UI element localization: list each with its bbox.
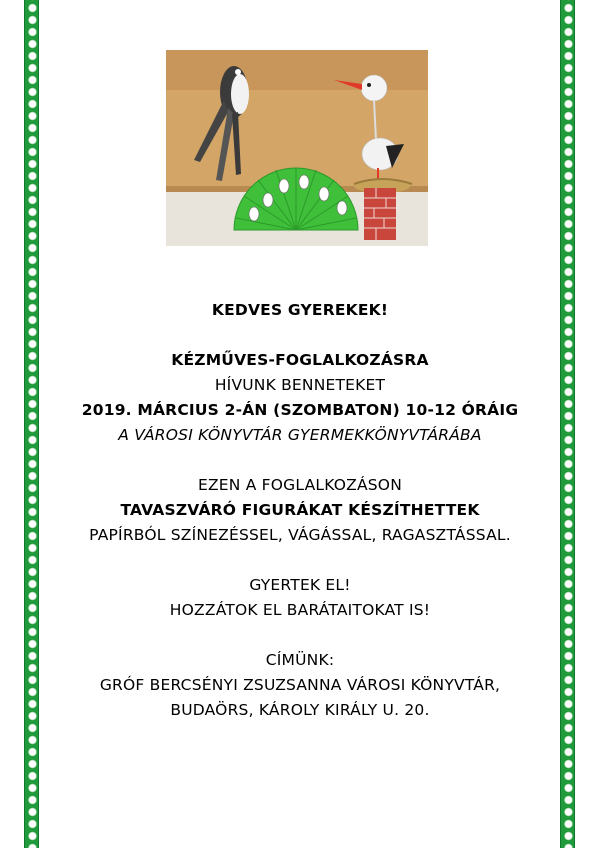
- event-date-time: 2019. MÁRCIUS 2-ÁN (SZOMBATON) 10-12 ÓRÁIG: [81, 401, 519, 419]
- activity-title: TAVASZVÁRÓ FIGURÁKAT KÉSZÍTHETTEK: [120, 501, 480, 519]
- address-street: BUDAÖRS, KÁROLY KIRÁLY U. 20.: [170, 701, 430, 719]
- decorative-border-right: [560, 0, 575, 848]
- address-label: CÍMÜNK:: [265, 651, 335, 669]
- spring-crafts-photo: [166, 50, 428, 246]
- invitation-text: [40, 298, 560, 723]
- activity-intro: EZEN A FOGLALKOZÁSON: [198, 476, 402, 494]
- event-venue: A VÁROSI KÖNYVTÁR GYERMEKKÖNYVTÁRÁBA: [118, 426, 482, 444]
- call-to-come: GYERTEK EL!: [249, 576, 351, 594]
- invitation-line: HÍVUNK BENNETEKET: [214, 376, 386, 394]
- invitation-title: KÉZMŰVES-FOGLALKOZÁSRA: [171, 351, 429, 369]
- decorative-border-left: [24, 0, 39, 848]
- call-bring-friends: HOZZÁTOK EL BARÁTAITOKAT IS!: [169, 601, 431, 619]
- activity-detail: PAPÍRBÓL SZÍNEZÉSSEL, VÁGÁSSAL, RAGASZTÁSSAL.: [89, 526, 511, 544]
- greeting-heading: KEDVES GYEREKEK!: [211, 301, 389, 319]
- address-name: GRÓF BERCSÉNYI ZSUZSANNA VÁROSI KÖNYVTÁR,: [99, 676, 501, 694]
